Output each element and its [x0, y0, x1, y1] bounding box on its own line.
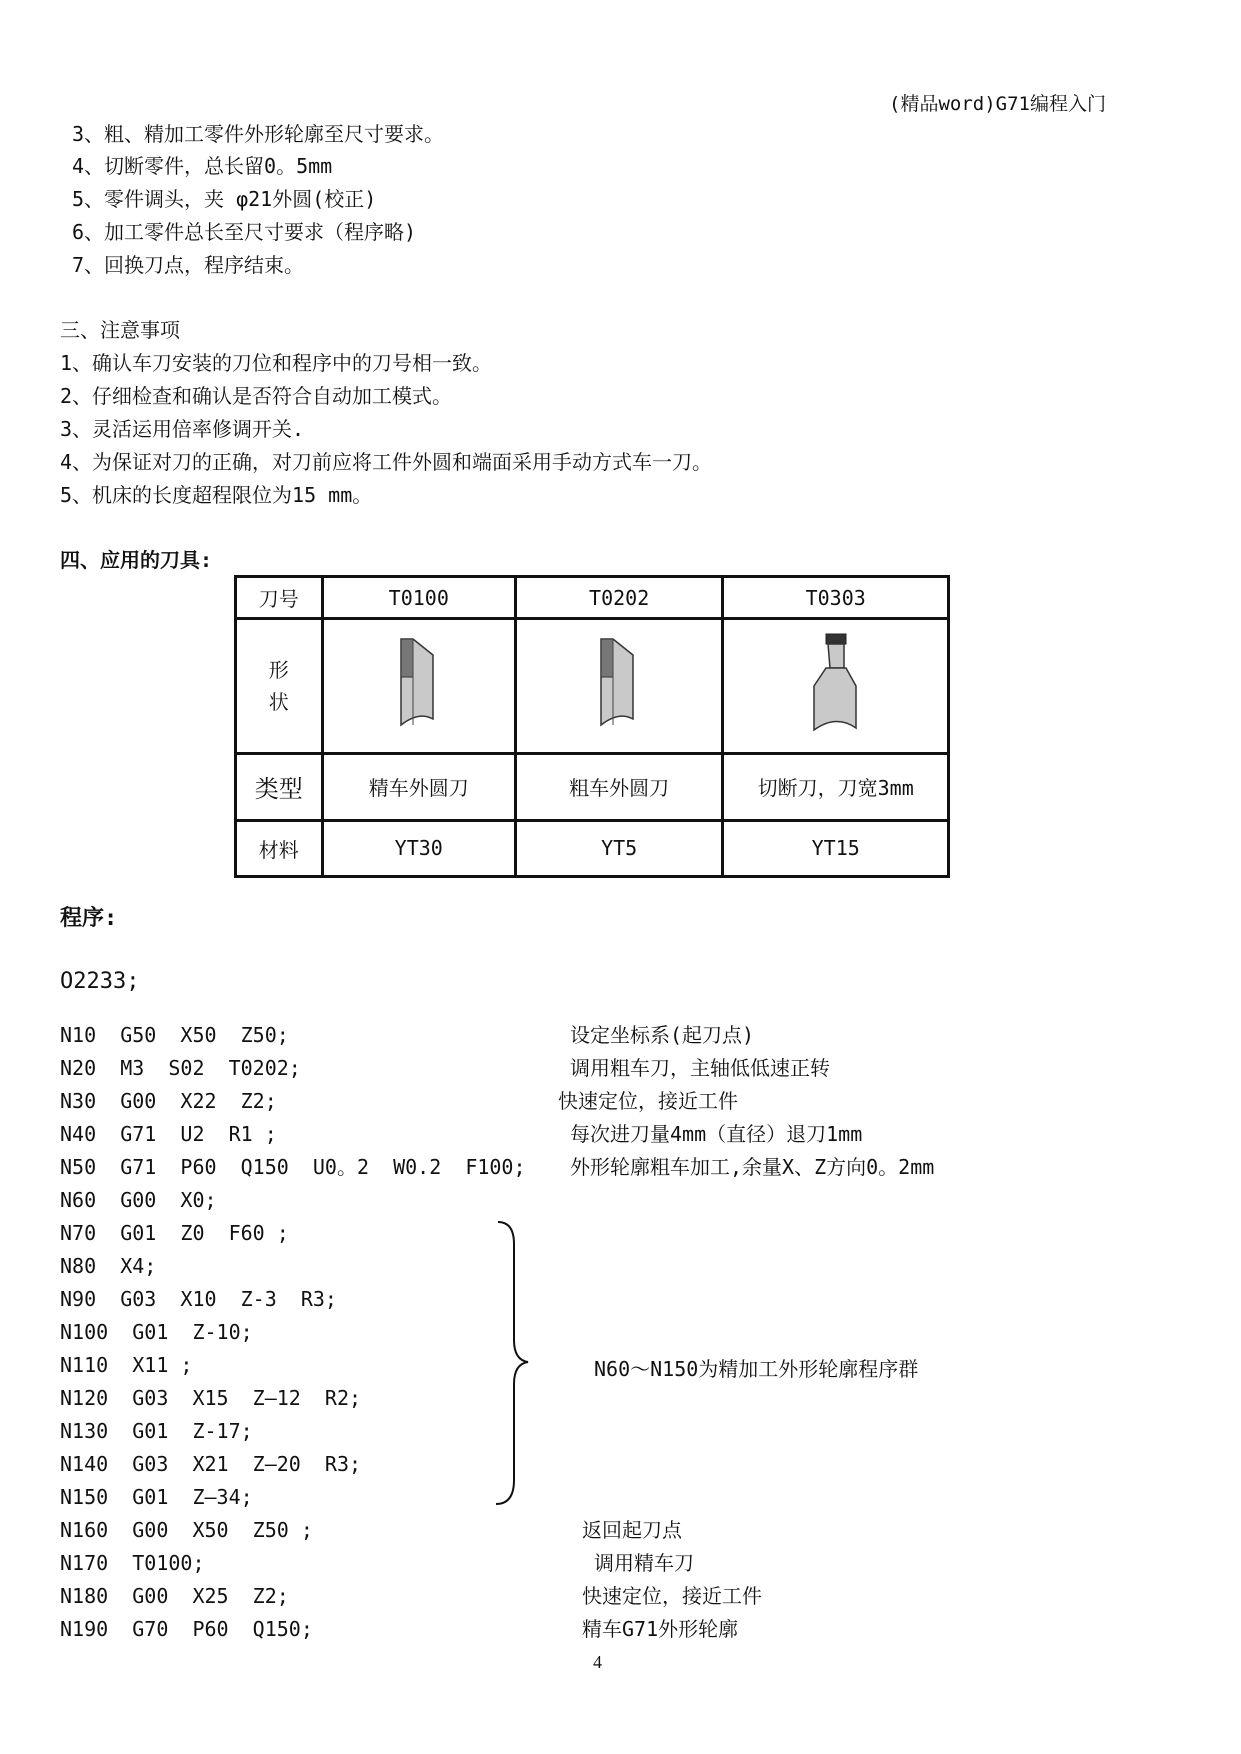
- table-row: [236, 577, 949, 619]
- shape-label-cell: [236, 619, 323, 753]
- table-row: [236, 820, 949, 876]
- program-line-comment: 每次进刀量4mm（直径）退刀1mm: [570, 1122, 863, 1146]
- program-line-comment: 返回起刀点: [582, 1518, 682, 1542]
- note-3: 3、灵活运用倍率修调开关.: [60, 417, 305, 441]
- shape-label-1: 形: [268, 657, 289, 682]
- rough-turning-tool-icon: [589, 633, 649, 733]
- tool-id-t0100: T0100: [322, 577, 515, 619]
- step-7: 7、回换刀点，程序结束。: [72, 253, 305, 277]
- step-3: 3、粗、精加工零件外形轮廓至尺寸要求。: [72, 122, 445, 146]
- tool-shape-t0202: [515, 619, 722, 753]
- tool-material-t0202: YT5: [515, 820, 722, 876]
- program-line-code: N150 G01 Z—34;: [60, 1485, 253, 1509]
- step-5: 5、零件调头，夹 φ21外圆(校正): [72, 187, 377, 211]
- program-line-code: N190 G70 P60 Q150;: [60, 1617, 313, 1641]
- program-line-code: N20 M3 S02 T0202;: [60, 1056, 301, 1080]
- note-5: 5、机床的长度超程限位为15 mm。: [60, 483, 373, 507]
- program-line-code: N120 G03 X15 Z—12 R2;: [60, 1386, 362, 1410]
- program-line-comment: 外形轮廓粗车加工,余量X、Z方向0。2mm: [570, 1155, 935, 1179]
- tools-table: [234, 575, 950, 878]
- note-4: 4、为保证对刀的正确，对刀前应将工件外圆和端面采用手动方式车一刀。: [60, 450, 713, 474]
- program-line-comment: 快速定位，接近工件: [582, 1584, 762, 1608]
- material-label: 材料: [236, 820, 323, 876]
- program-line-code: N90 G03 X10 Z-3 R3;: [60, 1287, 337, 1311]
- program-line-code: N160 G00 X50 Z50 ;: [60, 1518, 313, 1542]
- program-line-comment: 精车G71外形轮廓: [582, 1617, 739, 1641]
- tool-shape-t0303: [723, 619, 949, 753]
- brace-note: N60～N150为精加工外形轮廓程序群: [594, 1357, 919, 1381]
- tools-heading: 四、应用的刀具:: [60, 548, 213, 572]
- program-number: O2233;: [60, 969, 140, 994]
- tool-number-label: 刀号: [236, 577, 323, 619]
- program-line-code: N140 G03 X21 Z—20 R3;: [60, 1452, 362, 1476]
- parting-tool-icon: [806, 628, 866, 738]
- table-row: [236, 619, 949, 753]
- program-line-code: N80 X4;: [60, 1254, 157, 1278]
- program-line-code: N50 G71 P60 Q150 U0。2 W0.2 F100;: [60, 1155, 526, 1179]
- program-heading: 程序:: [60, 906, 118, 931]
- tool-shape-t0100: [322, 619, 515, 753]
- program-line-code: N70 G01 Z0 F60 ;: [60, 1221, 289, 1245]
- program-line-code: N170 T0100;: [60, 1551, 205, 1575]
- table-row: [236, 753, 949, 820]
- tool-id-t0303: T0303: [723, 577, 949, 619]
- program-line-code: N10 G50 X50 Z50;: [60, 1023, 289, 1047]
- step-6: 6、加工零件总长至尺寸要求（程序略): [72, 220, 417, 244]
- tool-id-t0202: T0202: [515, 577, 722, 619]
- note-1: 1、确认车刀安装的刀位和程序中的刀号相一致。: [60, 351, 493, 375]
- tool-type-t0202: 粗车外圆刀: [515, 753, 722, 820]
- program-line-code: N130 G01 Z-17;: [60, 1419, 253, 1443]
- notes-heading: 三、注意事项: [60, 318, 180, 342]
- program-line-code: N100 G01 Z-10;: [60, 1320, 253, 1344]
- curly-brace: [490, 1218, 534, 1508]
- program-line-code: N180 G00 X25 Z2;: [60, 1584, 289, 1608]
- tool-type-t0100: 精车外圆刀: [322, 753, 515, 820]
- finishing-turning-tool-icon: [389, 633, 449, 733]
- note-2: 2、仔细检查和确认是否符合自动加工模式。: [60, 384, 453, 408]
- tool-material-t0303: YT15: [723, 820, 949, 876]
- step-4: 4、切断零件，总长留0。5mm: [72, 154, 333, 178]
- page-number: 4: [593, 1652, 602, 1672]
- program-line-code: N30 G00 X22 Z2;: [60, 1089, 277, 1113]
- program-line-comment: 调用精车刀: [594, 1551, 694, 1575]
- shape-label-2: 状: [268, 689, 289, 714]
- tool-type-t0303: 切断刀，刀宽3mm: [723, 753, 949, 820]
- type-label: 类型: [236, 753, 323, 820]
- program-line-comment: 设定坐标系(起刀点): [570, 1023, 755, 1047]
- program-line-code: N40 G71 U2 R1 ;: [60, 1122, 277, 1146]
- program-line-comment: 调用粗车刀，主轴低低速正转: [570, 1056, 830, 1080]
- tool-material-t0100: YT30: [322, 820, 515, 876]
- program-line-code: N110 X11 ;: [60, 1353, 193, 1377]
- program-line-comment: 快速定位，接近工件: [558, 1089, 738, 1113]
- page-header: (精品word)G71编程入门: [889, 93, 1106, 115]
- program-line-code: N60 G00 X0;: [60, 1188, 217, 1212]
